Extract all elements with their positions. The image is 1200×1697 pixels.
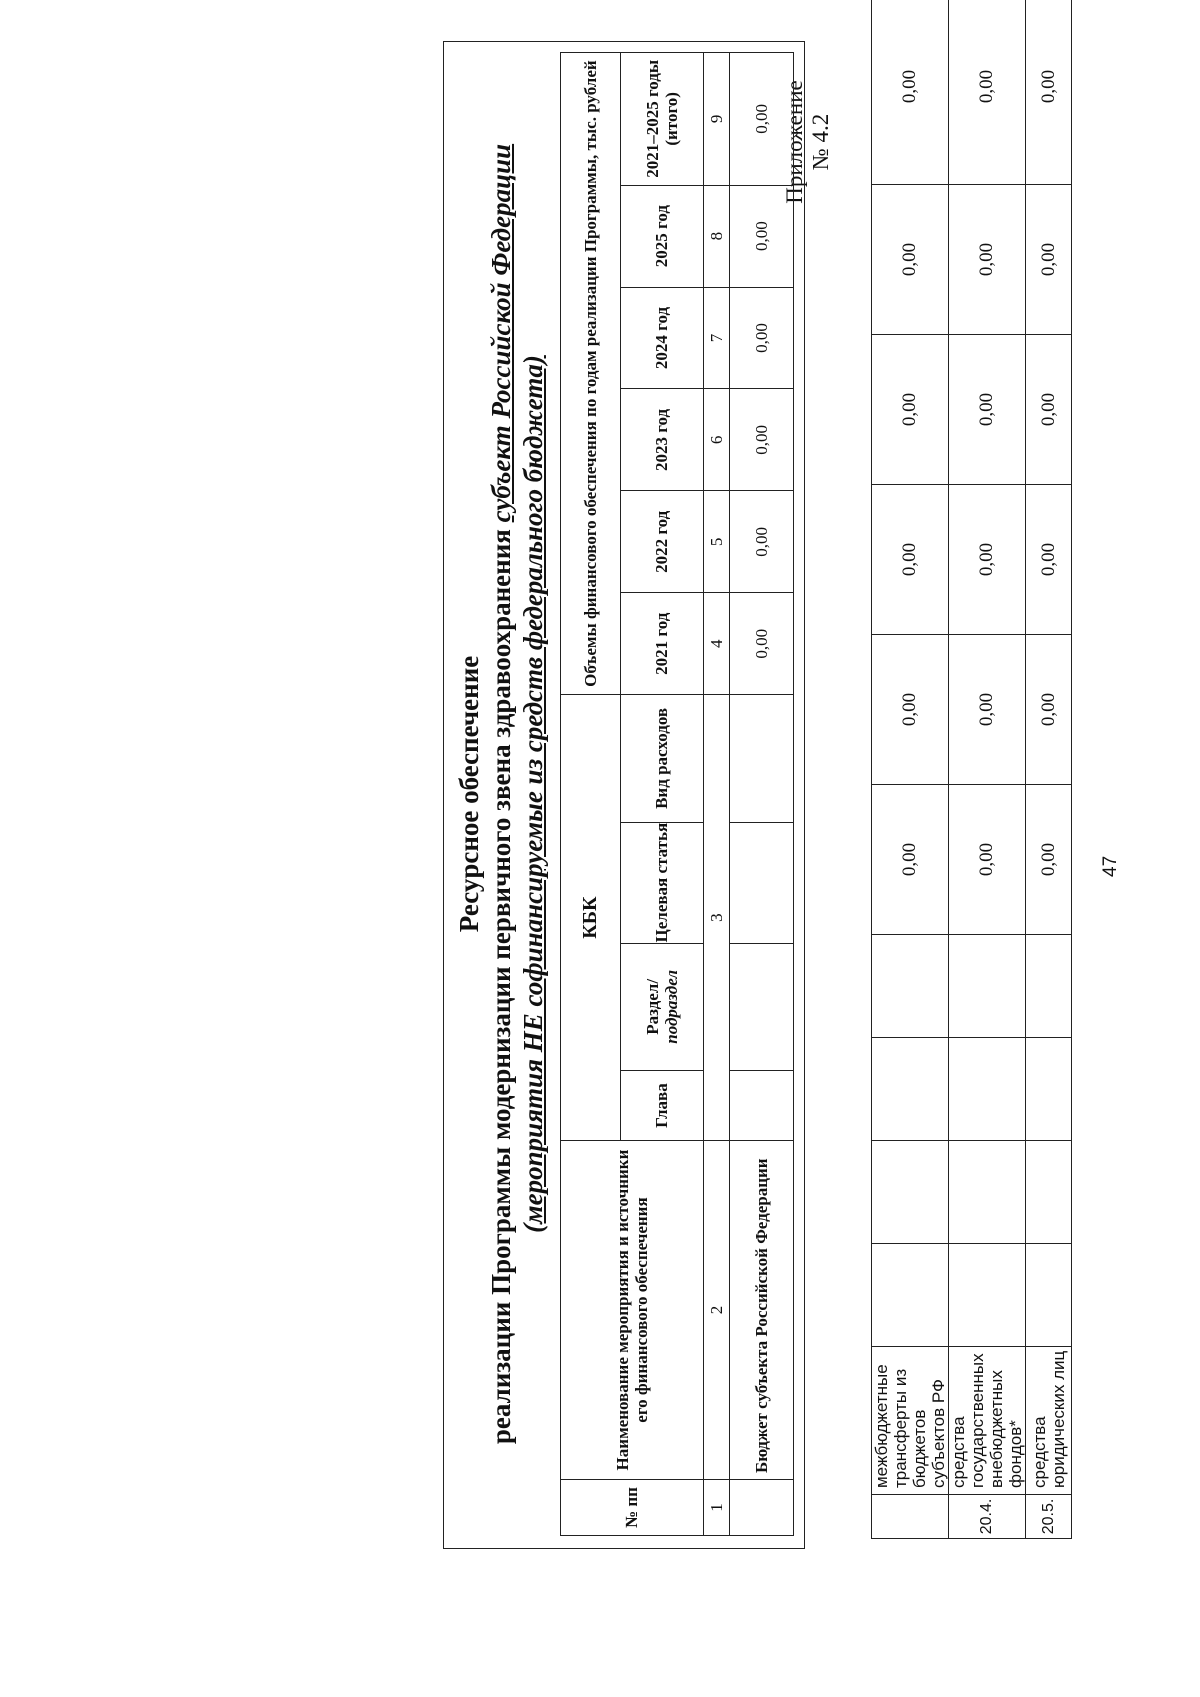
empty-cell: [729, 695, 793, 822]
header-year: 2025 год: [621, 185, 703, 287]
table-row: [949, 0, 1026, 1539]
header-kbk: КБК: [561, 695, 621, 1141]
value-cell: 0,00: [949, 0, 1026, 185]
index-cell: 5: [703, 491, 729, 593]
value-cell: 0,00: [1026, 185, 1072, 335]
value-cell: 0,00: [872, 335, 949, 485]
empty-cell: [1026, 1244, 1072, 1347]
empty-cell: [729, 943, 793, 1070]
value-cell: 0,00: [872, 185, 949, 335]
row-number: [872, 1495, 949, 1539]
header-year: 2024 год: [621, 287, 703, 389]
index-cell: 3: [703, 695, 729, 1141]
index-cell: 1: [703, 1479, 729, 1535]
value-cell: 0,00: [729, 593, 793, 695]
empty-cell: [729, 822, 793, 943]
row-label: межбюджетные трансферты из бюджетов субъектов РФ: [872, 1347, 949, 1495]
value-cell: 0,00: [1026, 335, 1072, 485]
header-razdel-a: Раздел/: [642, 978, 662, 1035]
header-row: [561, 53, 621, 1536]
empty-cell: [949, 935, 1026, 1038]
resource-section: [443, 41, 805, 1549]
header-num: № пп: [561, 1479, 704, 1535]
header-glava: Глава: [621, 1071, 703, 1141]
value-cell: 0,00: [729, 389, 793, 491]
header-volumes: Объемы финансового обеспечения по годам реализации Программы, тыс. рублей: [561, 53, 621, 695]
index-cell: 8: [703, 185, 729, 287]
empty-cell: [1026, 1141, 1072, 1244]
appendix-line: Приложение: [782, 80, 807, 204]
empty-cell: [1026, 935, 1072, 1038]
row-number: [729, 1479, 793, 1535]
index-cell: 6: [703, 389, 729, 491]
value-cell: 0,00: [1026, 0, 1072, 185]
empty-cell: [872, 1141, 949, 1244]
empty-cell: [949, 1244, 1026, 1347]
section-title: Ресурсное обеспечение: [454, 655, 484, 933]
empty-cell: [1026, 1038, 1072, 1141]
value-cell: 0,00: [949, 335, 1026, 485]
index-row: [703, 53, 729, 1536]
header-year: 2022 год: [621, 491, 703, 593]
value-cell: 0,00: [949, 635, 1026, 785]
value-cell: 0,00: [729, 185, 793, 287]
resource-table: [560, 52, 794, 1536]
empty-cell: [872, 935, 949, 1038]
index-cell: 2: [703, 1141, 729, 1480]
value-cell: 0,00: [872, 0, 949, 185]
continuation-table: [871, 0, 1072, 1539]
value-cell: 0,00: [729, 491, 793, 593]
value-cell: 0,00: [1026, 485, 1072, 635]
subtitle-underlined: субъект Российской Федерации: [486, 143, 516, 523]
empty-cell: [729, 1071, 793, 1141]
value-cell: 0,00: [949, 185, 1026, 335]
index-cell: 9: [703, 53, 729, 186]
header-name: Наименование мероприятия и источники его финансового обеспечения: [561, 1141, 704, 1480]
value-cell: 0,00: [729, 53, 793, 186]
empty-cell: [872, 1244, 949, 1347]
row-number: 20.4.: [949, 1495, 1026, 1539]
header-razdel-b: подраздел: [661, 969, 681, 1044]
row-label: Бюджет субъекта Российской Федерации: [729, 1141, 793, 1480]
value-cell: 0,00: [729, 287, 793, 389]
empty-cell: [949, 1141, 1026, 1244]
table-row: [729, 53, 793, 1536]
header-year: 2023 год: [621, 389, 703, 491]
row-label: средства юридических лиц: [1026, 1347, 1072, 1495]
value-cell: 0,00: [949, 485, 1026, 635]
value-cell: 0,00: [1026, 785, 1072, 935]
value-cell: 0,00: [1026, 635, 1072, 785]
row-label: средства государственных внебюджетных фондов*: [949, 1347, 1026, 1495]
header-year-total: 2021–2025 годы (итого): [621, 53, 703, 186]
row-number: 20.5.: [1026, 1495, 1072, 1539]
section-subtitle: [486, 40, 517, 1548]
index-cell: 4: [703, 593, 729, 695]
empty-cell: [872, 1038, 949, 1141]
appendix-number: № 4.2: [808, 113, 833, 171]
value-cell: 0,00: [872, 485, 949, 635]
value-cell: 0,00: [949, 785, 1026, 935]
section-note: (мероприятия НЕ софинансируемые из средств федерального бюджета): [518, 355, 548, 1233]
header-vid: Вид расходов: [621, 695, 703, 822]
header-razdel: [621, 943, 703, 1070]
value-cell: 0,00: [872, 785, 949, 935]
value-cell: 0,00: [872, 635, 949, 785]
page-number: 47: [1100, 855, 1121, 877]
header-celevaya: Целевая статья: [621, 822, 703, 943]
empty-cell: [949, 1038, 1026, 1141]
header-year: 2021 год: [621, 593, 703, 695]
index-cell: 7: [703, 287, 729, 389]
subtitle-text: реализации Программы модернизации первичного звена здравоохранения: [486, 522, 516, 1445]
table-row: [872, 0, 949, 1539]
table-row: [1026, 0, 1072, 1539]
